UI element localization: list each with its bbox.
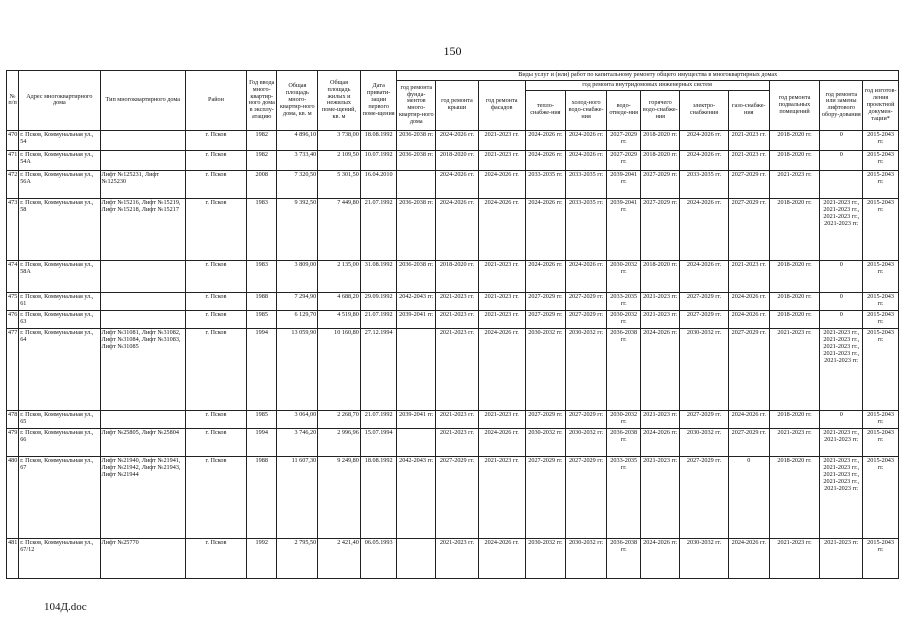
row-sewer-year: 2030-2032 гг. xyxy=(606,310,641,328)
row-sewer-year: 2036-2038 гг. xyxy=(606,428,641,456)
row-facade-year: 2021-2023 гг. xyxy=(478,150,525,170)
row-docs-year: 2015-2043 гг. xyxy=(863,328,899,410)
row-hot-water-year: 2024-2026 гг. xyxy=(641,428,680,456)
row-hot-water-year: 2018-2020 гг. xyxy=(641,260,680,292)
row-number: 479 xyxy=(7,428,19,456)
row-heat-year: 2027-2029 гг. xyxy=(525,310,566,328)
row-building-type xyxy=(100,260,185,292)
row-privatization-date: 16.04.2010 xyxy=(360,170,397,198)
row-docs-year: 2015-2043 гг. xyxy=(863,538,899,578)
row-total-area: 6 129,70 xyxy=(277,310,318,328)
row-address: г. Псков, Коммунальная ул., 56А xyxy=(19,170,100,198)
row-living-area: 4 688,20 xyxy=(318,292,361,310)
row-cold-water-year: 2027-2029 гг. xyxy=(566,292,607,310)
row-cold-water-year: 2030-2032 гг. xyxy=(566,428,607,456)
row-electric-year: 2027-2029 гг. xyxy=(680,292,729,310)
table-row xyxy=(7,428,899,456)
row-facade-year: 2021-2023 гг. xyxy=(478,130,525,150)
row-privatization-date: 15.07.1994 xyxy=(360,428,397,456)
row-gas-year: 2024-2026 гг. xyxy=(728,310,769,328)
row-building-type xyxy=(100,310,185,328)
table-row xyxy=(7,456,899,538)
row-foundation-year: 2042-2043 гг. xyxy=(397,292,436,310)
row-hot-water-year: 2027-2029 гг. xyxy=(641,198,680,260)
row-gas-year: 2024-2026 гг. xyxy=(728,410,769,428)
row-lift-year: 0 xyxy=(820,310,863,328)
row-cold-water-year: 2024-2026 гг. xyxy=(566,150,607,170)
row-docs-year: 2015-2043 гг. xyxy=(863,150,899,170)
row-year: 1988 xyxy=(246,456,277,538)
row-foundation-year: 2036-2038 гг. xyxy=(397,198,436,260)
col-num: № п/п xyxy=(7,71,19,131)
row-roof-year: 2024-2026 гг. xyxy=(436,198,479,260)
row-cold-water-year: 2033-2035 гг. xyxy=(566,170,607,198)
row-district: г. Псков xyxy=(185,310,246,328)
row-hot-water-year: 2018-2020 гг. xyxy=(641,150,680,170)
row-number: 477 xyxy=(7,328,19,410)
row-total-area: 7 320,50 xyxy=(277,170,318,198)
row-living-area: 5 301,50 xyxy=(318,170,361,198)
row-facade-year: 2021-2023 гг. xyxy=(478,410,525,428)
row-basement-year: 2018-2020 гг. xyxy=(769,292,820,310)
row-roof-year: 2021-2023 гг. xyxy=(436,328,479,410)
row-building-type xyxy=(100,150,185,170)
row-facade-year: 2024-2026 гг. xyxy=(478,538,525,578)
row-number: 470 xyxy=(7,130,19,150)
row-hot-water-year: 2021-2023 гг. xyxy=(641,292,680,310)
row-year: 1988 xyxy=(246,292,277,310)
row-living-area: 2 109,50 xyxy=(318,150,361,170)
row-hot-water-year: 2021-2023 гг. xyxy=(641,456,680,538)
row-roof-year: 2018-2020 гг. xyxy=(436,150,479,170)
row-address: г. Псков, Коммунальная ул., 61 xyxy=(19,292,100,310)
row-gas-year: 2024-2026 гг. xyxy=(728,538,769,578)
row-address: г. Псков, Коммунальная ул., 67 xyxy=(19,456,100,538)
row-sewer-year: 2027-2029 гг. xyxy=(606,130,641,150)
row-docs-year: 2015-2043 гг. xyxy=(863,428,899,456)
row-number: 481 xyxy=(7,538,19,578)
row-facade-year: 2024-2026 гг. xyxy=(478,198,525,260)
col-district: Район xyxy=(185,71,246,131)
row-building-type: Лифт №125231, Лифт №125230 xyxy=(100,170,185,198)
row-basement-year: 2021-2023 гг. xyxy=(769,170,820,198)
row-basement-year: 2018-2020 гг. xyxy=(769,130,820,150)
page-number: 150 xyxy=(443,44,462,58)
row-year: 1994 xyxy=(246,328,277,410)
row-number: 474 xyxy=(7,260,19,292)
row-hot-water-year: 2021-2023 гг. xyxy=(641,410,680,428)
row-district: г. Псков xyxy=(185,292,246,310)
row-sewer-year: 2033-2035 гг. xyxy=(606,292,641,310)
row-address: г. Псков, Коммунальная ул., 64 xyxy=(19,328,100,410)
row-roof-year: 2021-2023 гг. xyxy=(436,310,479,328)
row-year: 1994 xyxy=(246,428,277,456)
row-building-type xyxy=(100,410,185,428)
row-total-area: 2 795,50 xyxy=(277,538,318,578)
row-cold-water-year: 2024-2026 гг. xyxy=(566,260,607,292)
row-district: г. Псков xyxy=(185,260,246,292)
row-roof-year: 2027-2029 гг. xyxy=(436,456,479,538)
row-district: г. Псков xyxy=(185,130,246,150)
row-total-area: 4 896,10 xyxy=(277,130,318,150)
col-basement: год ремонта подвальных помещений xyxy=(769,80,820,130)
row-cold-water-year: 2027-2029 гг. xyxy=(566,310,607,328)
row-total-area: 3 746,20 xyxy=(277,428,318,456)
row-year: 1985 xyxy=(246,310,277,328)
row-docs-year: 2015-2043 гг. xyxy=(863,198,899,260)
row-facade-year: 2021-2023 гг. xyxy=(478,456,525,538)
col-roof: год ремонта крыши xyxy=(436,80,479,130)
row-privatization-date: 21.07.1992 xyxy=(360,310,397,328)
row-gas-year: 2021-2023 гг. xyxy=(728,130,769,150)
table-row xyxy=(7,150,899,170)
row-roof-year: 2024-2026 гг. xyxy=(436,130,479,150)
row-electric-year: 2030-2032 гг. xyxy=(680,328,729,410)
row-gas-year: 2027-2029 гг. xyxy=(728,328,769,410)
row-heat-year: 2027-2029 гг. xyxy=(525,456,566,538)
row-gas-year: 2027-2029 гг. xyxy=(728,428,769,456)
row-privatization-date: 18.08.1992 xyxy=(360,130,397,150)
row-heat-year: 2033-2035 гг. xyxy=(525,170,566,198)
row-cold-water-year: 2027-2029 гг. xyxy=(566,410,607,428)
row-year: 1985 xyxy=(246,410,277,428)
row-year: 1983 xyxy=(246,198,277,260)
row-roof-year: 2018-2020 гг. xyxy=(436,260,479,292)
row-gas-year: 0 xyxy=(728,456,769,538)
row-privatization-date: 27.12.1994 xyxy=(360,328,397,410)
col-building-type: Тип многоквартирного дома xyxy=(100,71,185,131)
table-row xyxy=(7,170,899,198)
row-heat-year: 2030-2032 гг. xyxy=(525,538,566,578)
row-building-type: Лифт №31081, Лифт №31082, Лифт №31084, Лифт №31083, Лифт №31085 xyxy=(100,328,185,410)
row-number: 472 xyxy=(7,170,19,198)
row-docs-year: 2015-2043 гг. xyxy=(863,130,899,150)
row-hot-water-year: 2021-2023 гг. xyxy=(641,310,680,328)
col-electric: электро-снабжения xyxy=(680,90,729,130)
row-foundation-year: 2039-2041 гг. xyxy=(397,310,436,328)
row-cold-water-year: 2024-2026 гг. xyxy=(566,130,607,150)
row-privatization-date: 21.07.1992 xyxy=(360,410,397,428)
row-roof-year: 2021-2023 гг. xyxy=(436,428,479,456)
row-basement-year: 2021-2023 гг. xyxy=(769,328,820,410)
row-total-area: 3 733,40 xyxy=(277,150,318,170)
row-basement-year: 2021-2023 гг. xyxy=(769,538,820,578)
row-living-area: 3 738,00 xyxy=(318,130,361,150)
col-works-group: Виды услуг и (или) работ по капитальному ремонту общего имущества в многоквартирных домах xyxy=(397,71,899,81)
row-district: г. Псков xyxy=(185,150,246,170)
col-total-area: Общая площадь много-квартир-ного дома, кв. м xyxy=(277,71,318,131)
row-docs-year: 2015-2043 гг. xyxy=(863,170,899,198)
row-basement-year: 2018-2020 гг. xyxy=(769,456,820,538)
row-address: г. Псков, Коммунальная ул., 54 xyxy=(19,130,100,150)
row-lift-year: 2021-2023 гг., 2021-2023 гг. xyxy=(820,428,863,456)
row-privatization-date: 18.08.1992 xyxy=(360,456,397,538)
row-hot-water-year: 2027-2029 гг. xyxy=(641,170,680,198)
row-number: 473 xyxy=(7,198,19,260)
row-electric-year: 2024-2026 гг. xyxy=(680,260,729,292)
row-gas-year: 2021-2023 гг. xyxy=(728,150,769,170)
row-total-area: 9 392,50 xyxy=(277,198,318,260)
row-gas-year: 2024-2026 гг. xyxy=(728,292,769,310)
row-gas-year: 2021-2023 гг. xyxy=(728,260,769,292)
col-heat: тепло-снабже-ния xyxy=(525,90,566,130)
row-docs-year: 2015-2043 гг. xyxy=(863,310,899,328)
table-row xyxy=(7,410,899,428)
row-foundation-year xyxy=(397,428,436,456)
row-heat-year: 2024-2026 гг. xyxy=(525,198,566,260)
row-total-area: 3 064,00 xyxy=(277,410,318,428)
row-year: 1982 xyxy=(246,150,277,170)
row-heat-year: 2030-2032 гг. xyxy=(525,328,566,410)
row-facade-year: 2021-2023 гг. xyxy=(478,292,525,310)
row-hot-water-year: 2024-2026 гг. xyxy=(641,538,680,578)
table-row xyxy=(7,260,899,292)
row-lift-year: 2021-2023 гг. xyxy=(820,538,863,578)
col-gas: газо-снабже-ния xyxy=(728,90,769,130)
col-systems-group: год ремонта внутридомовых инженерных систем xyxy=(525,80,769,90)
row-electric-year: 2024-2026 гг. xyxy=(680,150,729,170)
row-foundation-year: 2039-2041 гг. xyxy=(397,410,436,428)
row-roof-year: 2021-2023 гг. xyxy=(436,538,479,578)
row-district: г. Псков xyxy=(185,410,246,428)
row-district: г. Псков xyxy=(185,328,246,410)
row-address: г. Псков, Коммунальная ул., 67/12 xyxy=(19,538,100,578)
table-row xyxy=(7,328,899,410)
row-building-type: Лифт №15216, Лифт №15219, Лифт №15218, Лифт №15217 xyxy=(100,198,185,260)
row-privatization-date: 21.07.1992 xyxy=(360,198,397,260)
row-electric-year: 2027-2029 гг. xyxy=(680,456,729,538)
row-foundation-year: 2036-2038 гг. xyxy=(397,260,436,292)
row-heat-year: 2030-2032 гг. xyxy=(525,428,566,456)
row-cold-water-year: 2027-2029 гг. xyxy=(566,456,607,538)
row-facade-year: 2024-2026 гг. xyxy=(478,328,525,410)
row-lift-year: 0 xyxy=(820,410,863,428)
row-number: 478 xyxy=(7,410,19,428)
col-year: Год ввода много-квартир-ного дома в эксплу-атацию xyxy=(246,71,277,131)
row-lift-year: 0 xyxy=(820,150,863,170)
row-facade-year: 2024-2026 гг. xyxy=(478,170,525,198)
row-living-area: 2 268,70 xyxy=(318,410,361,428)
col-facade: год ремонта фасадов xyxy=(478,80,525,130)
row-total-area: 7 294,90 xyxy=(277,292,318,310)
row-lift-year: 0 xyxy=(820,292,863,310)
col-cold-water: холод-ного водо-снабже-ния xyxy=(566,90,607,130)
row-living-area: 10 160,80 xyxy=(318,328,361,410)
row-facade-year: 2021-2023 гг. xyxy=(478,310,525,328)
table-row xyxy=(7,292,899,310)
row-cold-water-year: 2033-2035 гг. xyxy=(566,198,607,260)
row-hot-water-year: 2024-2026 гг. xyxy=(641,328,680,410)
row-heat-year: 2027-2029 гг. xyxy=(525,292,566,310)
row-privatization-date: 29.09.1992 xyxy=(360,292,397,310)
row-roof-year: 2024-2026 гг. xyxy=(436,170,479,198)
row-building-type xyxy=(100,130,185,150)
row-living-area: 2 421,40 xyxy=(318,538,361,578)
row-docs-year: 2015-2043 гг. xyxy=(863,410,899,428)
row-address: г. Псков, Коммунальная ул., 66 xyxy=(19,428,100,456)
table-row xyxy=(7,130,899,150)
row-living-area: 2 996,96 xyxy=(318,428,361,456)
row-electric-year: 2027-2029 гг. xyxy=(680,410,729,428)
row-number: 476 xyxy=(7,310,19,328)
col-foundation: год ремонта фунда-ментов много-квартир-ного дома xyxy=(397,80,436,130)
row-heat-year: 2024-2026 гг. xyxy=(525,150,566,170)
row-electric-year: 2024-2026 гг. xyxy=(680,198,729,260)
row-facade-year: 2024-2026 гг. xyxy=(478,428,525,456)
table-row xyxy=(7,538,899,578)
row-building-type xyxy=(100,292,185,310)
row-cold-water-year: 2030-2032 гг. xyxy=(566,538,607,578)
row-sewer-year: 2036-2038 гг. xyxy=(606,328,641,410)
row-foundation-year xyxy=(397,328,436,410)
row-roof-year: 2021-2023 гг. xyxy=(436,292,479,310)
row-basement-year: 2018-2020 гг. xyxy=(769,260,820,292)
row-sewer-year: 2030-2032 гг. xyxy=(606,260,641,292)
row-basement-year: 2021-2023 гг. xyxy=(769,428,820,456)
row-heat-year: 2024-2026 гг. xyxy=(525,130,566,150)
row-foundation-year xyxy=(397,538,436,578)
row-district: г. Псков xyxy=(185,428,246,456)
row-district: г. Псков xyxy=(185,538,246,578)
row-heat-year: 2027-2029 гг. xyxy=(525,410,566,428)
row-living-area: 9 249,80 xyxy=(318,456,361,538)
row-year: 1992 xyxy=(246,538,277,578)
row-privatization-date: 06.05.1993 xyxy=(360,538,397,578)
row-sewer-year: 2033-2035 гг. xyxy=(606,456,641,538)
row-docs-year: 2015-2043 гг. xyxy=(863,260,899,292)
row-basement-year: 2018-2020 гг. xyxy=(769,150,820,170)
row-lift-year xyxy=(820,170,863,198)
row-facade-year: 2021-2023 гг. xyxy=(478,260,525,292)
row-number: 480 xyxy=(7,456,19,538)
row-basement-year: 2018-2020 гг. xyxy=(769,310,820,328)
row-electric-year: 2024-2026 гг. xyxy=(680,130,729,150)
row-sewer-year: 2039-2041 гг. xyxy=(606,198,641,260)
row-electric-year: 2027-2029 гг. xyxy=(680,310,729,328)
row-docs-year: 2015-2043 гг. xyxy=(863,456,899,538)
row-building-type: Лифт №25805, Лифт №25804 xyxy=(100,428,185,456)
row-electric-year: 2033-2035 гг. xyxy=(680,170,729,198)
row-sewer-year: 2030-2032 гг. xyxy=(606,410,641,428)
row-hot-water-year: 2018-2020 гг. xyxy=(641,130,680,150)
row-address: г. Псков, Коммунальная ул., 65 xyxy=(19,410,100,428)
row-heat-year: 2024-2026 гг. xyxy=(525,260,566,292)
footer-filename: 104Д.doc xyxy=(44,601,87,613)
row-lift-year: 0 xyxy=(820,130,863,150)
col-living-area: Общая площадь жилых и нежилых поме-щений, кв. м xyxy=(318,71,361,131)
row-lift-year: 2021-2023 гг., 2021-2023 гг., 2021-2023 гг., 2021-2023 гг. xyxy=(820,198,863,260)
row-building-type: Лифт №21940, Лифт №21941, Лифт №21942, Лифт №21943, Лифт №21944 xyxy=(100,456,185,538)
col-privatization: Дата привати-зации первого поме-щения xyxy=(360,71,397,131)
row-lift-year: 2021-2023 гг., 2021-2023 гг., 2021-2023 гг., 2021-2023 гг., 2021-2023 гг. xyxy=(820,328,863,410)
row-gas-year: 2027-2029 гг. xyxy=(728,170,769,198)
row-lift-year: 2021-2023 гг., 2021-2023 гг., 2021-2023 гг., 2021-2023 гг., 2021-2023 гг. xyxy=(820,456,863,538)
row-sewer-year: 2027-2029 гг. xyxy=(606,150,641,170)
col-sewer: водо-отведе-ния xyxy=(606,90,641,130)
row-district: г. Псков xyxy=(185,456,246,538)
row-address: г. Псков, Коммунальная ул., 58А xyxy=(19,260,100,292)
row-foundation-year: 2036-2038 гг. xyxy=(397,130,436,150)
table-header xyxy=(7,71,899,131)
repair-schedule-table xyxy=(6,70,899,579)
row-basement-year: 2018-2020 гг. xyxy=(769,198,820,260)
row-privatization-date: 31.08.1992 xyxy=(360,260,397,292)
row-living-area: 2 135,00 xyxy=(318,260,361,292)
row-foundation-year xyxy=(397,170,436,198)
row-district: г. Псков xyxy=(185,198,246,260)
row-living-area: 4 519,80 xyxy=(318,310,361,328)
row-sewer-year: 2036-2038 гг. xyxy=(606,538,641,578)
table-row xyxy=(7,310,899,328)
row-address: г. Псков, Коммунальная ул., 63 xyxy=(19,310,100,328)
row-electric-year: 2030-2032 гг. xyxy=(680,538,729,578)
row-number: 471 xyxy=(7,150,19,170)
row-foundation-year: 2042-2043 гг. xyxy=(397,456,436,538)
row-roof-year: 2021-2023 гг. xyxy=(436,410,479,428)
row-year: 1982 xyxy=(246,130,277,150)
row-building-type: Лифт №25770 xyxy=(100,538,185,578)
row-living-area: 7 449,80 xyxy=(318,198,361,260)
col-lift: год ремонта или замены лифтового обору-дования xyxy=(820,80,863,130)
table-body xyxy=(7,130,899,578)
row-sewer-year: 2039-2041 гг. xyxy=(606,170,641,198)
row-address: г. Псков, Коммунальная ул., 58 xyxy=(19,198,100,260)
row-lift-year: 0 xyxy=(820,260,863,292)
row-foundation-year: 2036-2038 гг. xyxy=(397,150,436,170)
row-gas-year: 2027-2029 гг. xyxy=(728,198,769,260)
row-total-area: 11 607,30 xyxy=(277,456,318,538)
row-address: г. Псков, Коммунальная ул., 54А xyxy=(19,150,100,170)
row-total-area: 3 809,00 xyxy=(277,260,318,292)
row-cold-water-year: 2030-2032 гг. xyxy=(566,328,607,410)
row-basement-year: 2018-2020 гг. xyxy=(769,410,820,428)
row-year: 2008 xyxy=(246,170,277,198)
col-address: Адрес многоквартирного дома xyxy=(19,71,100,131)
row-year: 1983 xyxy=(246,260,277,292)
row-electric-year: 2030-2032 гг. xyxy=(680,428,729,456)
row-district: г. Псков xyxy=(185,170,246,198)
row-privatization-date: 10.07.1992 xyxy=(360,150,397,170)
col-hot-water: горячего водо-снабже-ния xyxy=(641,90,680,130)
col-docs: год изготов-ления проектной докумен-тации* xyxy=(863,80,899,130)
row-total-area: 13 059,90 xyxy=(277,328,318,410)
table-row xyxy=(7,198,899,260)
row-number: 475 xyxy=(7,292,19,310)
row-docs-year: 2015-2043 гг. xyxy=(863,292,899,310)
